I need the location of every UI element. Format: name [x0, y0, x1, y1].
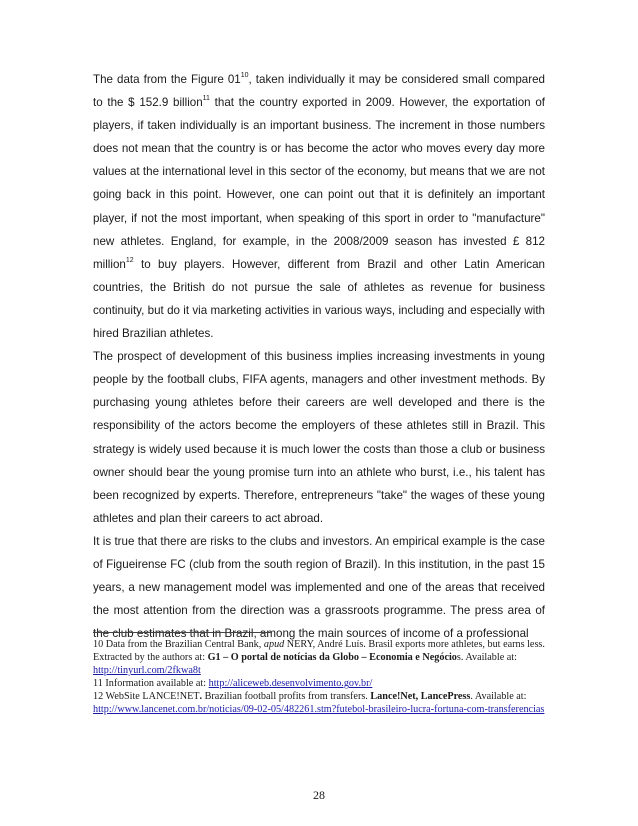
footnote-10-link[interactable]: http://tinyurl.com/2fkwa8t: [93, 665, 201, 677]
footnote-10-text-b: NERY, André Luís. Brasil exports more athletes, but earns less. Extracted by the authors at:: [93, 639, 545, 664]
footnote-11-link[interactable]: http://aliceweb.desenvolvimento.gov.br/: [208, 678, 373, 690]
footnote-ref-12: 12: [125, 256, 134, 264]
footnote-ref-11: 11: [202, 95, 210, 103]
footnote-12-text-c: . Available at:: [470, 691, 527, 703]
footnote-12-bold-a: .: [199, 691, 203, 703]
paragraph-3: It is true that there are risks to the clubs and investors. An empirical example is the case of Figueirense FC (club from the south region of Brazil). In this institution, in the past 15 years, a new management model was implemented and one of the areas that received the most attention from the direction was a grassroots programme. The press area of the club estimates that in Brazil, among the main sources of income of a professional: [93, 534, 545, 641]
footnote-10-text-c: s. Available at:: [456, 652, 517, 664]
paragraph-1-text-a: The data from the Figure 01: [93, 73, 241, 86]
footnote-12-text-b: Brazilian football profits from transfers.: [202, 691, 371, 703]
footnote-12-link[interactable]: http://www.lancenet.com.br/noticias/09-02-05/482261.stm?futebol-brasileiro-lucra-fortuna-com-transferencias: [93, 704, 545, 716]
footnote-11-text-a: 11 Information available at:: [93, 678, 209, 690]
footnote-10-text-a: 10 Data from the Brazilian Central Bank,: [93, 639, 264, 650]
footnotes: [93, 638, 545, 717]
footnote-10-source: G1 – O portal de notícias da Globo – Economia e Negócio: [207, 652, 457, 664]
page-number: 28: [313, 788, 325, 802]
footnote-12-source: Lance!Net, LancePress: [370, 691, 471, 703]
footnote-10: [93, 638, 545, 677]
footnote-10-italic: apud: [263, 639, 285, 650]
body-text: [93, 68, 545, 645]
footnote-12-text-a: 12 WebSite LANCE!NET: [93, 691, 200, 703]
paragraph-1-text-b: , taken individually it may be considered small compared to the $ 152.9 billion: [93, 73, 545, 110]
paragraph-2: The prospect of development of this business implies increasing investments in young people by the football clubs, FIFA agents, managers and other investment methods. By purchasing young athletes before their careers are well developed and there is the responsibility of the actors become the employers of these athletes still in Brazil. This strategy is widely used because it is much lower the costs than those a club or business owner should bear the young promise turn into an athlete who burst, i.e., his talent has been recognized by experts. Therefore, entrepreneurs "take" the wages of these young athletes and plan their careers to act abroad.: [93, 350, 545, 525]
footnote-12: [93, 690, 545, 716]
paragraph-1-text-d: to buy players. However, different from Brazil and other Latin American countries, the British do not pursue the sale of athletes as revenue for business continuity, but do it via marketing activities in various ways, including and especially with hired Brazilian athletes.: [93, 257, 545, 341]
footnote-11: [93, 677, 545, 690]
paragraph-1-text-c: that the country exported in 2009. However, the exportation of players, if taken individually is an important business. The increment in those numbers does not mean that the country is or has become the actor who moves every day more values at the international level in this sector of the economy, but means that we are not going back in this point. However, one can point out that it is definitely an important player, if not the most important, when speaking of this sport in order to "manufacture" new athletes. England, for example, in the 2008/2009 season has invested £ 812 million: [93, 96, 545, 271]
footnote-separator: [93, 632, 271, 633]
paragraph-1: [93, 68, 545, 345]
footnote-ref-10: 10: [240, 72, 249, 79]
